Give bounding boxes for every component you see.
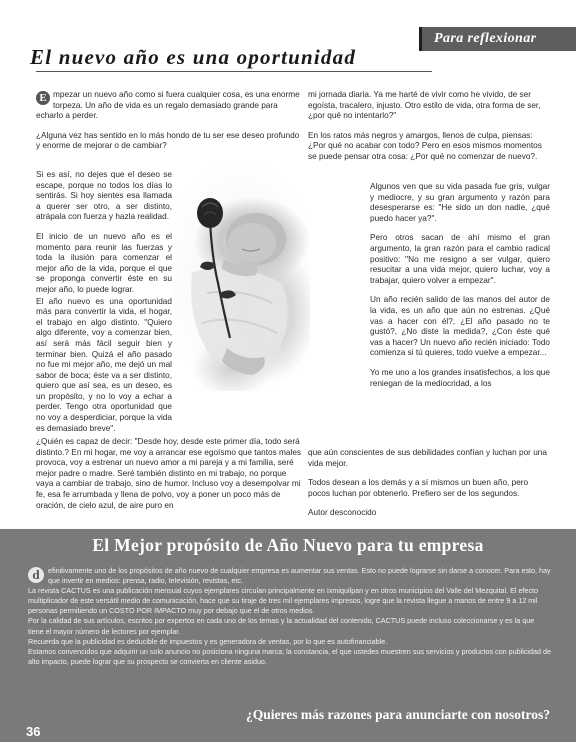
dropcap-badge: E — [36, 91, 50, 105]
ad-paragraph: Recuerda que la publicidad es deducible de impuestos y es generadora de ventas, por lo que es autofinanciable. — [28, 636, 388, 646]
ad-paragraph: Estamos convencidos que adquirir un solo anuncio no posiciona ninguna marca; la constancia, el que ustedes muestren sus servicios y productos con publicidad de alto impacto, puede lograr que su prospecto se convierta en cliente asiduo. — [28, 646, 551, 666]
col1-narrow-paragraph: Si es así, no dejes que el deseo se escape, porque no todos los días lo sentirás. Si hoy sientes esa llamada a querer ser otro, a ser distinto, atrápala con fuerza y hazla realidad. — [36, 170, 172, 222]
baby-rose-illustration — [172, 163, 310, 391]
ad-body — [28, 566, 551, 667]
col2-bottom-text — [308, 448, 552, 528]
col2-narrow-paragraph: Algunos ven que su vida pasada fue gris, vulgar y mediocre, y su gran argumento y razón para desesperarse es: "He sido un don nadie, ¿qué puedo hacer ya?". — [370, 182, 550, 223]
col2-top-text — [308, 90, 552, 172]
col1-narrow-paragraph: El año nuevo es una oportunidad más para convertir la vida, el hogar, el trabajo en algo distinto. "Quiero algo diferente, voy a comenzar bien, así será más fácil seguir bien y terminar bien. Quizá el año pasado no fue mi mejor año, me dejó un mal sabor de boca; éste va a ser distinto, quiero que así sea, es un deseo, es un propósito, y no lo voy a echar a perder. Tengo otra oportunidad que no voy a desperdiciar, porque la vida es demasiado breve". — [36, 296, 172, 433]
ad-title: El Mejor propósito de Año Nuevo para tu empresa — [92, 535, 484, 555]
section-tab — [419, 27, 576, 51]
col1-top-text — [36, 90, 301, 161]
col1-narrow-paragraph: El inicio de un nuevo año es el momento para reunir las fuerzas y toda la ilusión para comenzar el mejor año de la vida, porque el que se proponga convertir éste en su mejor año, lo puede lograr. — [36, 231, 172, 294]
page-number: 36 — [26, 724, 41, 739]
col2-paragraph: En los ratos más negros y amargos, llenos de culpa, piensas: ¿Por qué no acabar con todo? Pero en esos mismos momentos se puede pensar otra cosa: ¿Por qué no comenzar de nuevo?. — [308, 130, 542, 161]
col1-bottom-text — [36, 437, 304, 520]
ad-paragraph: efinitivamente uno de los propósitos de año nuevo de cualquier empresa es aumentar sus ventas. Esto no puede lograrse sin darse a conocer. Para esto, hay que invertir en medios: prensa, radio, televisión, revistas, etc. — [48, 566, 551, 586]
article-headline: El nuevo año es una oportunidad — [30, 45, 357, 69]
ad-call-to-action: ¿Quieres más razones para anunciarte con nosotros? — [246, 707, 550, 722]
author-credit: Autor desconocido — [308, 508, 377, 518]
col1-narrow-text — [36, 170, 172, 443]
ad-paragraph: La revista CACTUS es una publicación mensual cuyos ejemplares circulan principalmente en Ixmiquilpan y en otros municipios del Valle del Mezquital. El efecto multiplicador de este versátil medio de comunicación, hace que su tiraje de tres mil ejemplares impresos, logre que la revista llegue a manos de entre 9 a 12 mil personas permitiendo un COSTO POR IMPACTO muy por debajo que el de otros medios. — [28, 586, 539, 616]
col2-bottom-paragraph: que aún conscientes de sus debilidades confían y luchan por una vida mejor. — [308, 448, 547, 468]
col2-narrow-paragraph: Yo me uno a los grandes insatisfechos, a los que reniegan de la mediocridad, a los — [370, 367, 550, 388]
col2-bottom-paragraph: Todos desean a los demás y a sí mismos un buen año, pero pocos luchan por obtenerlo. Prefiero ser de los segundos. — [308, 478, 529, 498]
col1-paragraph-1: mpezar un nuevo año como si fuera cualquier cosa, es una enorme torpeza. Un año de vida es un regalo demasiado grande para echarlo a perder. — [36, 90, 300, 121]
section-tab-label: Para reflexionar — [434, 31, 537, 46]
col2-paragraph: mi jornada diaria. Ya me harté de vivir como he vivido, de ser egoísta, tracalero, injusto. Otro estilo de vida, otra forma de ser, ¿por qué no intentarlo?" — [308, 90, 541, 121]
col2-narrow-text — [370, 182, 550, 398]
col1-bottom-paragraph: ¿Quién es capaz de decir: "Desde hoy, desde este primer día, todo será distinto.? En mi hogar, me voy a arrancar ese egoísmo que tantos males provoca, voy a estrenar un nuevo amor a mi pareja y a mi familia, seré mejor padre o madre. Seré también distinto en mi trabajo, no porque vaya a cambiar de trabajo, sino de humor. Incluso voy a desempolvar mi fe, esa fe arrumbada y llena de polvo, voy a poner un poco más de oración, de cielo azul, de aire puro en — [36, 437, 302, 510]
headline-divider — [36, 71, 432, 72]
baby-rose-photo — [172, 163, 310, 391]
ad-paragraph: Por la calidad de sus artículos, escritos por expertos en cada uno de los temas y la actualidad del contenido, CACTUS puede incluso coleccionarse y es la que tiene el mayor número de lectores por ejemplar. — [28, 616, 535, 636]
col2-narrow-paragraph: Un año recién salido de las manos del autor de la vida, es un año que aún no estrenas. ¿Qué vas a hacer con él?, ¿El año pasado no te gustó?, ¿No diste la medida?, ¿Con éste qué vas a hacer? Un nuevo año recién iniciado: Todo comienza si tú quieres, todo vuelve a empezar... — [370, 295, 550, 358]
ad-dropcap-badge: d — [28, 567, 44, 583]
col1-paragraph-2: ¿Alguna vez has sentido en lo más hondo de tu ser ese deseo profundo y enorme de mejorar o de cambiar? — [36, 130, 300, 151]
col2-narrow-paragraph: Pero otros sacan de ahí mismo el gran argumento, la gran razón para el cambio radical positivo: "No me resigno a ser vulgar, quiero resucitar a una vida mejor, quiero luchar, voy a trabajar, quiero volver a empezar". — [370, 233, 550, 285]
